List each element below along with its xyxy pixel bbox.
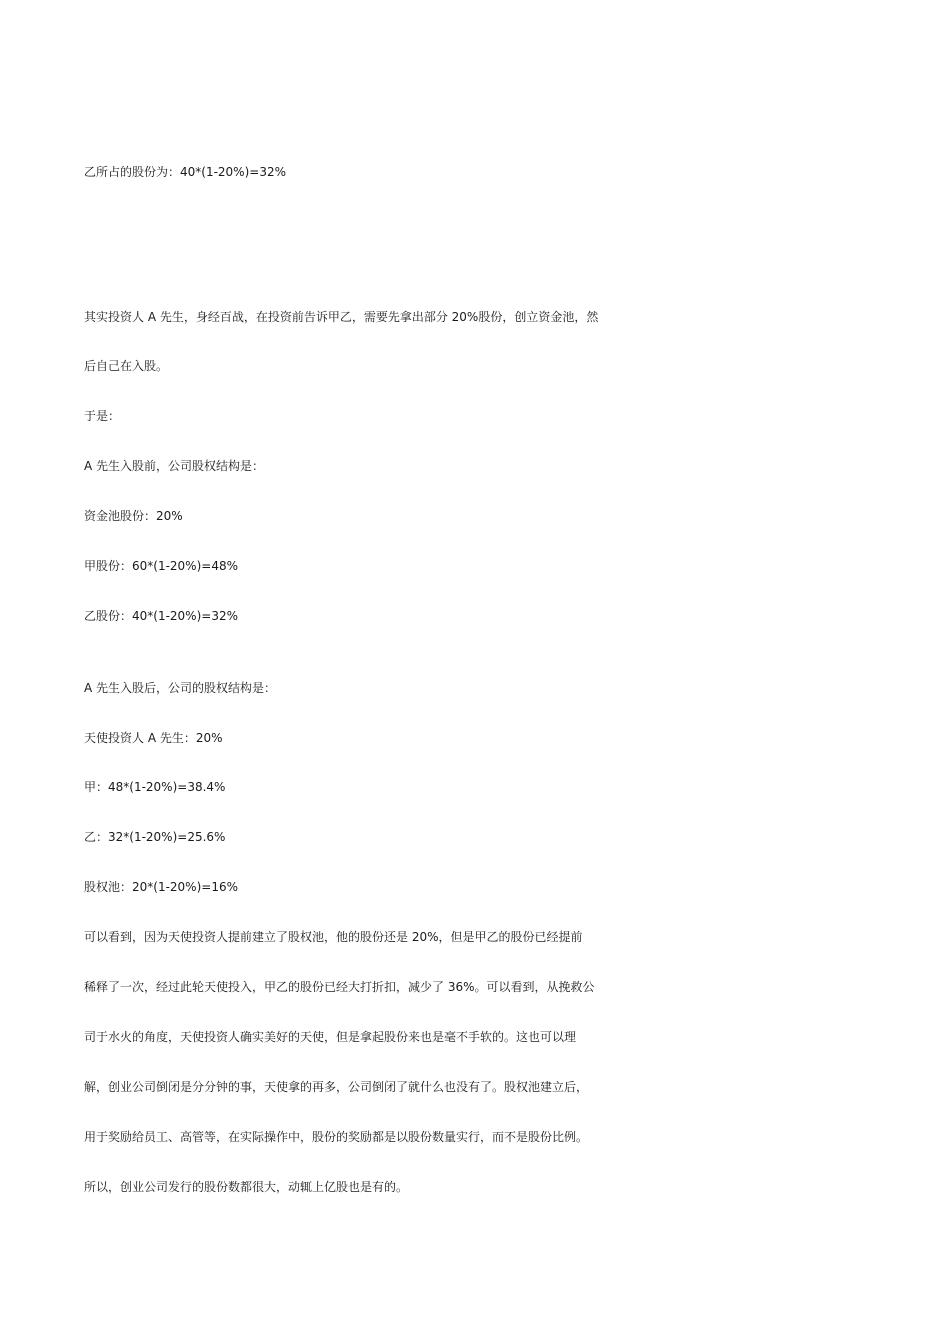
paragraph-line: 乙股份：40*(1-20%)=32%	[84, 609, 238, 623]
paragraph-line: 可以看到，因为天使投资人提前建立了股权池，他的股份还是 20%，但是甲乙的股份已经提前	[84, 930, 583, 944]
paragraph-line: 司于水火的角度，天使投资人确实美好的天使，但是拿起股份来也是毫不手软的。这也可以理	[84, 1030, 577, 1044]
paragraph-line: 稀释了一次，经过此轮天使投入，甲乙的股份已经大打折扣，减少了 36%。可以看到，从挽救公	[84, 980, 595, 994]
paragraph-line: A 先生入股后，公司的股权结构是：	[84, 681, 277, 695]
paragraph-line: A 先生入股前，公司股权结构是：	[84, 459, 265, 473]
paragraph-line: 甲：48*(1-20%)=38.4%	[84, 780, 226, 794]
paragraph-line: 其实投资人 A 先生，身经百战，在投资前告诉甲乙，需要先拿出部分 20%股份，创立资金池，然	[84, 310, 599, 324]
paragraph-line: 资金池股份：20%	[84, 509, 183, 523]
paragraph-line: 用于奖励给员工、高管等，在实际操作中，股份的奖励都是以股份数量实行，而不是股份比例。	[84, 1130, 589, 1144]
paragraph-line: 乙所占的股份为：40*(1-20%)=32%	[84, 165, 286, 179]
paragraph-line: 股权池：20*(1-20%)=16%	[84, 880, 238, 894]
paragraph-line: 后自己在入股。	[84, 359, 169, 373]
paragraph-line: 甲股份：60*(1-20%)=48%	[84, 559, 238, 573]
paragraph-line: 乙：32*(1-20%)=25.6%	[84, 830, 226, 844]
paragraph-line: 于是：	[84, 409, 121, 423]
paragraph-line: 天使投资人 A 先生：20%	[84, 731, 223, 745]
paragraph-line: 所以，创业公司发行的股份数都很大，动辄上亿股也是有的。	[84, 1180, 409, 1194]
paragraph-line: 解，创业公司倒闭是分分钟的事，天使拿的再多，公司倒闭了就什么也没有了。股权池建立后，	[84, 1080, 589, 1094]
